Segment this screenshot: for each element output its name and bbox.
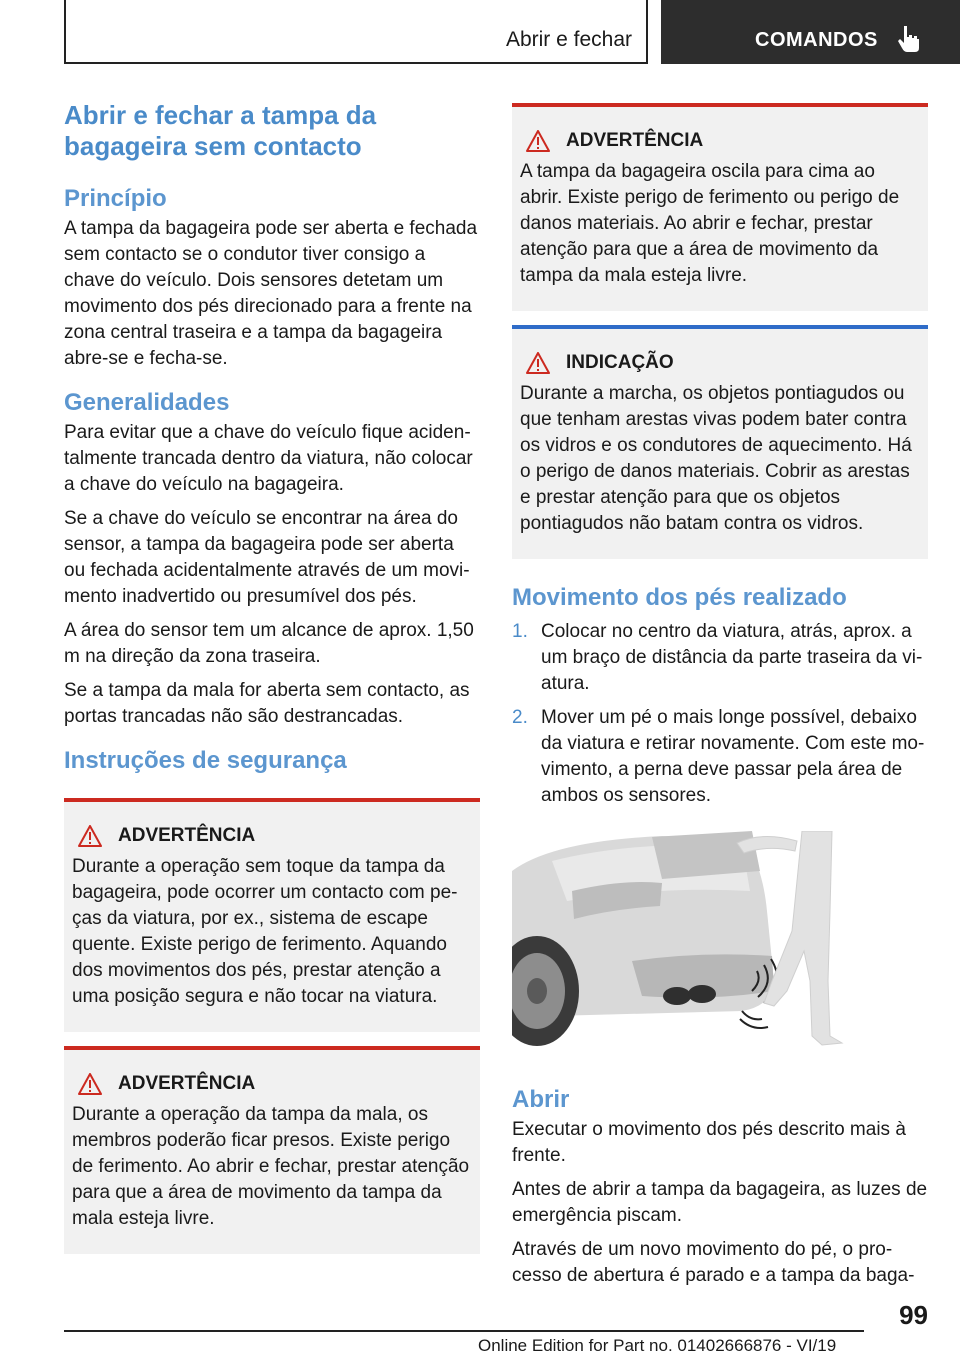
notice-box <box>512 325 928 559</box>
warning-triangle-icon <box>78 825 102 847</box>
list-item <box>512 705 928 809</box>
warning-text: A tampa da bagageira oscila para cima ao abrir. Existe perigo de ferimento ou perigo de danos materiais. Ao abrir e fechar, prestar atenção para que a área de movimento da tampa da mala esteja livre. <box>520 161 900 286</box>
header-section-box <box>64 0 648 64</box>
open-paragraph: Executar o movimento dos pés descrito mais à frente. <box>512 1119 906 1166</box>
general-heading: Generalidades <box>64 389 230 416</box>
notice-text: Durante a marcha, os objetos pontiagudos ou que tenham arestas vivas podem bater contra os vidros e os condutores de aquecimento. Há o perigo de danos materiais. Cobrir as arestas e prestar atenção para que os objetos pontiagudos não batam contra os vidros. <box>520 383 912 534</box>
left-column <box>64 100 480 1254</box>
footer-divider <box>64 1330 864 1332</box>
open-paragraph: Antes de abrir a tampa da bagageira, as luzes de emergência piscam. <box>512 1179 928 1226</box>
list-item <box>512 619 928 697</box>
step-text: Colocar no centro da viatura, atrás, aprox. a um braço de distância da parte traseira da viatura. <box>541 621 923 694</box>
warning-triangle-icon <box>526 352 550 374</box>
warning-title: ADVERTÊNCIA <box>118 1073 256 1094</box>
step-text: Mover um pé o mais longe possível, debaixo da viatura e retirar novamente. Com este movimento, a perna deve passar pela área de ambos os sensores. <box>541 707 925 806</box>
step-number: 1. <box>512 621 528 642</box>
general-paragraph: Se a chave do veículo se encontrar na área do sensor, a tampa da bagageira pode ser aberta ou fechada acidentalmente através de um movimento inadvertido ou presumível dos pés. <box>64 508 470 607</box>
general-paragraph: A área do sensor tem um alcance de aprox. 1,50 m na direção da zona traseira. <box>64 620 474 667</box>
open-paragraph: Através de um novo movimento do pé, o processo de abertura é parado e a tampa da baga- <box>512 1239 915 1286</box>
warning-title: ADVERTÊNCIA <box>566 130 704 151</box>
warning-title-row <box>72 824 472 848</box>
movement-heading: Movimento dos pés realizado <box>512 584 847 611</box>
warning-box <box>512 103 928 311</box>
safety-heading: Instruções de segurança <box>64 747 347 774</box>
warning-title-row <box>520 129 920 153</box>
chapter-title: COMANDOS <box>755 29 878 51</box>
chapter-tab <box>661 0 960 64</box>
hand-pointer-icon <box>897 24 923 54</box>
warning-triangle-icon <box>78 1073 102 1095</box>
right-column <box>512 103 928 1297</box>
notice-title-row <box>520 351 920 375</box>
section-title: Abrir e fechar <box>505 28 632 51</box>
warning-triangle-icon <box>526 130 550 152</box>
warning-text: Durante a operação sem toque da tampa da bagageira, pode ocorrer um contacto com peças da viatura, por ex., sistema de escape quente. Existe perigo de ferimento. Aquando dos movimentos dos pés, prestar atenção a uma posição segura e não tocar na viatura. <box>72 856 458 1007</box>
warning-title: ADVERTÊNCIA <box>118 825 256 846</box>
warning-text: Durante a operação da tampa da mala, os membros poderão ficar presos. Existe perigo de ferimento. Ao abrir e fechar, prestar atenção para que a área de movimento da tampa da mala esteja livre. <box>72 1104 470 1229</box>
warning-box <box>64 798 480 1032</box>
principle-heading: Princípio <box>64 185 167 212</box>
open-heading: Abrir <box>512 1086 570 1113</box>
page-number: 99 <box>899 1300 928 1330</box>
edition-note: Online Edition for Part no. 01402666876 - VI/19 <box>478 1336 837 1355</box>
notice-title: INDICAÇÃO <box>566 352 674 373</box>
warning-box <box>64 1046 480 1254</box>
warning-title-row <box>72 1072 472 1096</box>
movement-steps <box>512 619 928 809</box>
page-title: Abrir e fechar a tampa da bagageira sem contacto <box>64 100 377 161</box>
kick-sensor-illustration <box>512 831 848 1051</box>
principle-text: A tampa da bagageira pode ser aberta e fechada sem contacto se o condutor tiver consigo a chave do veículo. Dois sensores detetam um movimento dos pés direcionado para a frente na zona central traseira e a tampa da bagageira abre-se e fecha-se. <box>64 218 478 369</box>
general-paragraph: Para evitar que a chave do veículo fique acidentalmente trancada dentro da viatura, não colocar a chave do veículo na bagageira. <box>64 422 473 495</box>
general-paragraph: Se a tampa da mala for aberta sem contacto, as portas trancadas não são destrancadas. <box>64 680 470 727</box>
step-number: 2. <box>512 707 528 728</box>
